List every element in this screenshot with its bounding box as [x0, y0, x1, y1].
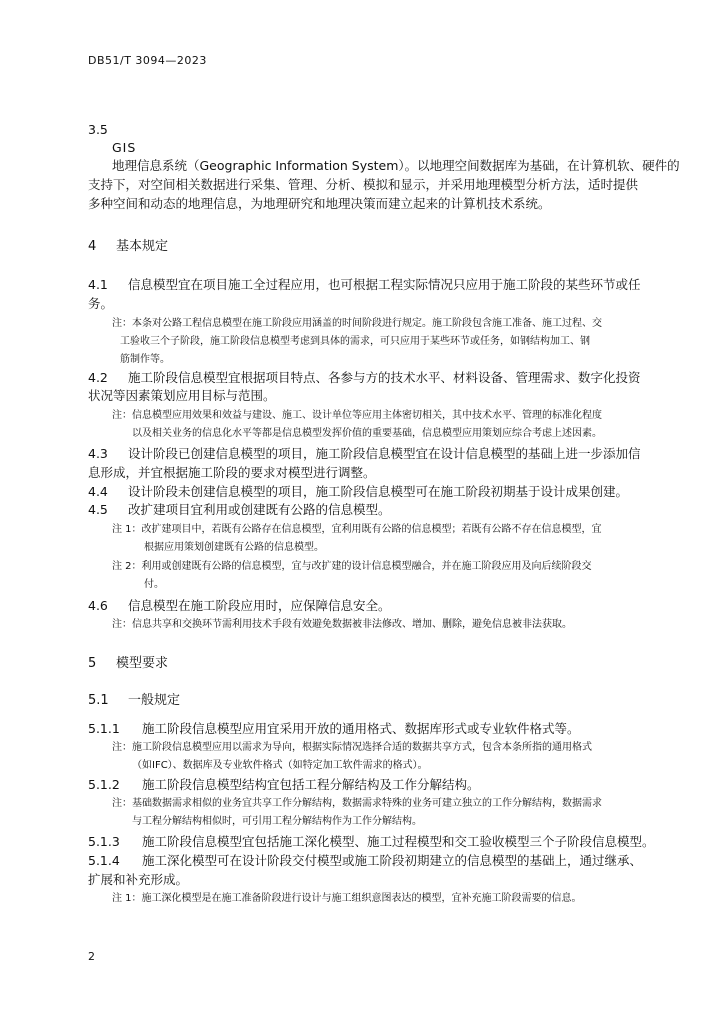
clause-number-5-1-4: 5.1.4 — [88, 853, 120, 868]
clause-text: 设计阶段已创建信息模型的项目，施工阶段信息模型宜在设计信息模型的基础上进一步添加信 — [128, 446, 641, 461]
definition-line: 地理信息系统（Geographic Information System）。以地理空间数据库为基础，在计算机软、硬件的 — [112, 158, 680, 173]
clause-text: 施工阶段信息模型结构宜包括工程分解结构及工作分解结构。 — [142, 777, 480, 792]
clause-text: 扩展和补充形成。 — [88, 872, 189, 887]
clause-text: 施工深化模型可在设计阶段交付模型或施工阶段初期建立的信息模型的基础上，通过继承、 — [142, 853, 643, 868]
note-line: 注：信息模型应用效果和效益与建设、施工、设计单位等应用主体密切相关，其中技术水平、管理的标准化程度 — [112, 410, 602, 421]
clause-number-4-4: 4.4 — [88, 484, 108, 499]
note-line: 注 2：利用或创建既有公路的信息模型，宜与改扩建的设计信息模型融合，并在施工阶段应用及向后续阶段交 — [112, 561, 592, 572]
clause-number-4-3: 4.3 — [88, 446, 108, 461]
note-line: 筋制作等。 — [120, 354, 170, 365]
document-code-header: DB51/T 3094—2023 — [88, 54, 207, 67]
subsection-title-5-1: 一般规定 — [128, 693, 181, 708]
clause-text: 息形成，并宜根据施工阶段的要求对模型进行调整。 — [88, 465, 376, 480]
term-gis: GIS — [112, 140, 137, 155]
clause-text: 设计阶段未创建信息模型的项目，施工阶段信息模型可在施工阶段初期基于设计成果创建。 — [128, 484, 629, 499]
note-line: 注：施工阶段信息模型应用以需求为导向，根据实际情况选择合适的数据共享方式，包含本条所指的通用格式 — [112, 742, 592, 753]
note-line: 注 1：施工深化模型是在施工准备阶段进行设计与施工组织意图表达的模型，宜补充施工阶段需要的信息。 — [112, 893, 582, 904]
definition-line: 多种空间和动态的地理信息，为地理研究和地理决策而建立起来的计算机技术系统。 — [88, 196, 551, 211]
clause-text: 施工阶段信息模型宜根据项目特点、各参与方的技术水平、材料设备、管理需求、数字化投资 — [128, 370, 641, 385]
clause-number-4-5: 4.5 — [88, 502, 108, 517]
clause-number-5-1-1: 5.1.1 — [88, 721, 120, 736]
clause-number-5-1-2: 5.1.2 — [88, 777, 120, 792]
clause-text: 状况等因素策划应用目标与范围。 — [88, 388, 276, 403]
clause-number-4-1: 4.1 — [88, 277, 108, 292]
note-line: （如IFC）、数据库及专业软件格式（如特定加工软件需求的格式）。 — [132, 760, 428, 771]
section-title-4: 基本规定 — [116, 239, 169, 254]
note-line: 注 1：改扩建项目中，若既有公路存在信息模型，宜利用既有公路的信息模型；若既有公路不存在信息模型，宜 — [112, 524, 602, 535]
section-title-5: 模型要求 — [116, 656, 169, 671]
note-line: 以及相关业务的信息化水平等都是信息模型发挥价值的重要基础，信息模型应用策划应综合考虑上述因素。 — [132, 428, 602, 439]
note-line: 根据应用策划创建既有公路的信息模型。 — [144, 542, 324, 553]
clause-number-3-5: 3.5 — [88, 122, 108, 137]
section-number-5: 5 — [88, 656, 97, 671]
note-line: 与工程分解结构相似时，可引用工程分解结构作为工作分解结构。 — [132, 816, 422, 827]
clause-number-5-1-3: 5.1.3 — [88, 834, 120, 849]
clause-text: 信息模型在施工阶段应用时，应保障信息安全。 — [128, 598, 391, 613]
clause-number-4-6: 4.6 — [88, 598, 108, 613]
clause-number-4-2: 4.2 — [88, 370, 108, 385]
note-line: 注：本条对公路工程信息模型在施工阶段应用涵盖的时间阶段进行规定。施工阶段包含施工准备、施工过程、交 — [112, 318, 602, 329]
section-number-4: 4 — [88, 239, 97, 254]
note-line: 付。 — [144, 579, 164, 590]
note-line: 注：信息共享和交换环节需利用技术手段有效避免数据被非法修改、增加、删除，避免信息被非法获取。 — [112, 619, 572, 630]
definition-line: 支持下，对空间相关数据进行采集、管理、分析、模拟和显示，并采用地理模型分析方法，适时提供 — [88, 177, 639, 192]
note-line: 注：基础数据需求相似的业务宜共享工作分解结构，数据需求特殊的业务可建立独立的工作分解结构，数据需求 — [112, 798, 602, 809]
clause-text: 信息模型宜在项目施工全过程应用，也可根据工程实际情况只应用于施工阶段的某些环节或任 — [128, 277, 641, 292]
note-line: 工验收三个子阶段，施工阶段信息模型考虑到具体的需求，可只应用于某些环节或任务，如钢结构加工、钢 — [120, 336, 590, 347]
clause-text: 施工阶段信息模型应用宜采用开放的通用格式、数据库形式或专业软件格式等。 — [142, 721, 580, 736]
clause-text: 务。 — [88, 296, 114, 311]
clause-text: 施工阶段信息模型宜包括施工深化模型、施工过程模型和交工验收模型三个子阶段信息模型。 — [142, 834, 655, 849]
page-number: 2 — [88, 950, 95, 963]
clause-number-5-1: 5.1 — [88, 693, 109, 708]
clause-text: 改扩建项目宜利用或创建既有公路的信息模型。 — [128, 502, 391, 517]
